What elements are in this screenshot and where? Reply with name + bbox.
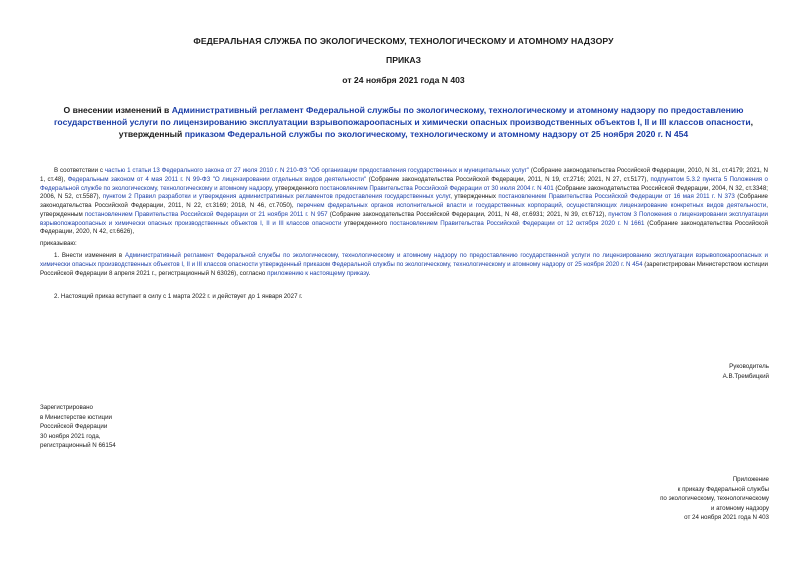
registration-block bbox=[40, 403, 116, 451]
regulation-link[interactable]: Административный регламент Федеральной службы по экологическому, технологическому и атомному надзору по предоставлению государственной услуги по лицензированию эксплуатации взрывопожароопасных и химически опасных производственных объектов I, II и III классов опасности утвержденный приказом Федеральной службы по экологическому, технологическому и атомному надзору от 25 ноября 2020 г. N 454 bbox=[40, 252, 768, 268]
registration-line: Зарегистрировано bbox=[40, 404, 93, 411]
resolution-957-link[interactable]: постановлением Правительства Российской Федерации от 21 ноября 2011 г. N 957 bbox=[84, 210, 328, 218]
preamble-text: (Собрание законодательства Российской Федерации, 2011, N 22, ст.3169; 2018, N 46, ст.7050), bbox=[40, 193, 768, 209]
orders-label: приказываю: bbox=[40, 240, 77, 247]
appendix-line: Приложение bbox=[732, 476, 769, 483]
preamble-text: (Собрание законодательства Российской Федерации, 2004, N 32, ст.3348; 2006, N 52, ст.5587), bbox=[40, 184, 768, 201]
item-text: (зарегистрирован Министерством юстиции Российской Федерации 8 апреля 2021 г., регистрационный N 63026), согласно bbox=[40, 260, 768, 277]
preamble-text: , утвержденного bbox=[271, 184, 320, 192]
signature-block bbox=[723, 362, 769, 381]
preamble-text: утвержденного bbox=[341, 219, 390, 227]
item-text: . bbox=[368, 269, 371, 277]
authorities-list-link[interactable]: перечнем федеральных органов исполнительной власти и государственных корпораций, осуществляющих лицензирование конкретных видов деятельности bbox=[296, 202, 767, 209]
item-text: 1. Внести изменения в bbox=[54, 252, 125, 259]
document-title bbox=[36, 104, 771, 140]
signatory-name: А.В.Трембицкий bbox=[722, 372, 769, 380]
appendix-line: от 24 ноября 2021 года N 403 bbox=[684, 514, 769, 521]
regulation-link[interactable]: Административный регламент Федеральной службы по экологическому, технологическому и атомному надзору по предоставлению государственной услуги по лицензированию эксплуатации взрывопожароопасных и химически опасных производственных объектов I, II и III классов опасности bbox=[53, 105, 751, 127]
order-454-link[interactable]: приказом Федеральной службы по экологическому, технологическому и атомному надзору от 25 ноября 2020 г. N 454 bbox=[184, 129, 689, 139]
order-item-1 bbox=[40, 252, 768, 278]
preamble-text: (Собрание законодательства Российской Федерации, 2020, N 42, ст.6626), bbox=[40, 219, 768, 236]
preamble-text: (Собрание законодательства Российской Федерации, 2011, N 19, ст.2716; 2021, N 27, ст.5177), bbox=[366, 175, 651, 183]
registration-line: в Министерстве юстиции bbox=[40, 413, 113, 421]
appendix-line: и атомному надзору bbox=[710, 504, 769, 512]
resolution-373-link[interactable]: постановлением Правительства Российской Федерации от 16 мая 2011 г. N 373 bbox=[498, 193, 735, 201]
rules-point-2-link[interactable]: пунктом 2 Правил разработки и утверждения административных регламентов предоставления государственных услуг bbox=[102, 193, 451, 201]
preamble-paragraph bbox=[40, 167, 768, 237]
registration-line: Российской Федерации bbox=[40, 423, 108, 430]
subpoint-5-3-2-link[interactable]: подпунктом 5.3.2 пункта 5 Положения о Федеральной службе по экологическому, технологическому и атомному надзору bbox=[40, 175, 768, 192]
preamble-text: (Собрание законодательства Российской Федерации, 2011, N 48, ст.6931; 2021, N 39, ст.6712), bbox=[327, 210, 609, 218]
appendix-link[interactable]: приложению к настоящему приказу bbox=[267, 269, 369, 277]
resolution-401-link[interactable]: постановлением Правительства Российской Федерации от 30 июля 2004 г. N 401 bbox=[319, 184, 554, 192]
order-date: от 24 ноября 2021 года N 403 bbox=[342, 75, 465, 85]
appendix-block bbox=[660, 475, 769, 523]
preamble-text: (Собрание законодательства Российской Федерации, 2010, N 31, ст.4179; 2021, N 1, ст.48), bbox=[40, 167, 768, 183]
signatory-role: Руководитель bbox=[729, 363, 769, 370]
licensing-provision-link[interactable]: пунктом 3 Положения о лицензировании эксплуатации взрывопожароопасных и химически опасных производственных объектов I, II и III классов опасности bbox=[40, 210, 768, 227]
registration-line: 30 ноября 2021 года, bbox=[40, 432, 101, 440]
order-item-2: 2. Настоящий приказ вступает в силу с 1 марта 2022 г. и действует до 1 января 2027 г. bbox=[54, 293, 303, 300]
resolution-1661-link[interactable]: постановлением Правительства Российской Федерации от 12 октября 2020 г. N 1661 bbox=[389, 219, 645, 227]
law-210-link[interactable]: частью 1 статьи 13 Федерального закона от 27 июля 2010 г. N 210-ФЗ "Об организации предоставления государственных и муниципальных услуг" bbox=[104, 167, 530, 174]
preamble-text: , утвержденным bbox=[40, 202, 768, 218]
organization-title: ФЕДЕРАЛЬНАЯ СЛУЖБА ПО ЭКОЛОГИЧЕСКОМУ, ТЕХНОЛОГИЧЕСКОМУ И АТОМНОМУ НАДЗОРУ bbox=[193, 36, 614, 46]
document-type-label: ПРИКАЗ bbox=[386, 55, 421, 65]
title-text: О внесении изменений в bbox=[63, 105, 172, 115]
law-99-link[interactable]: Федеральным законом от 4 мая 2011 г. N 99-ФЗ "О лицензировании отдельных видов деятельности" bbox=[67, 175, 367, 183]
appendix-line: по экологическому, технологическому bbox=[660, 495, 769, 502]
preamble-text: В соответствии с bbox=[54, 167, 105, 174]
registration-line: регистрационный N 66154 bbox=[40, 442, 116, 449]
preamble-text: , утвержденных bbox=[450, 193, 499, 201]
appendix-line: к приказу Федеральной службы bbox=[677, 485, 769, 493]
title-text: , утвержденный bbox=[118, 117, 754, 139]
